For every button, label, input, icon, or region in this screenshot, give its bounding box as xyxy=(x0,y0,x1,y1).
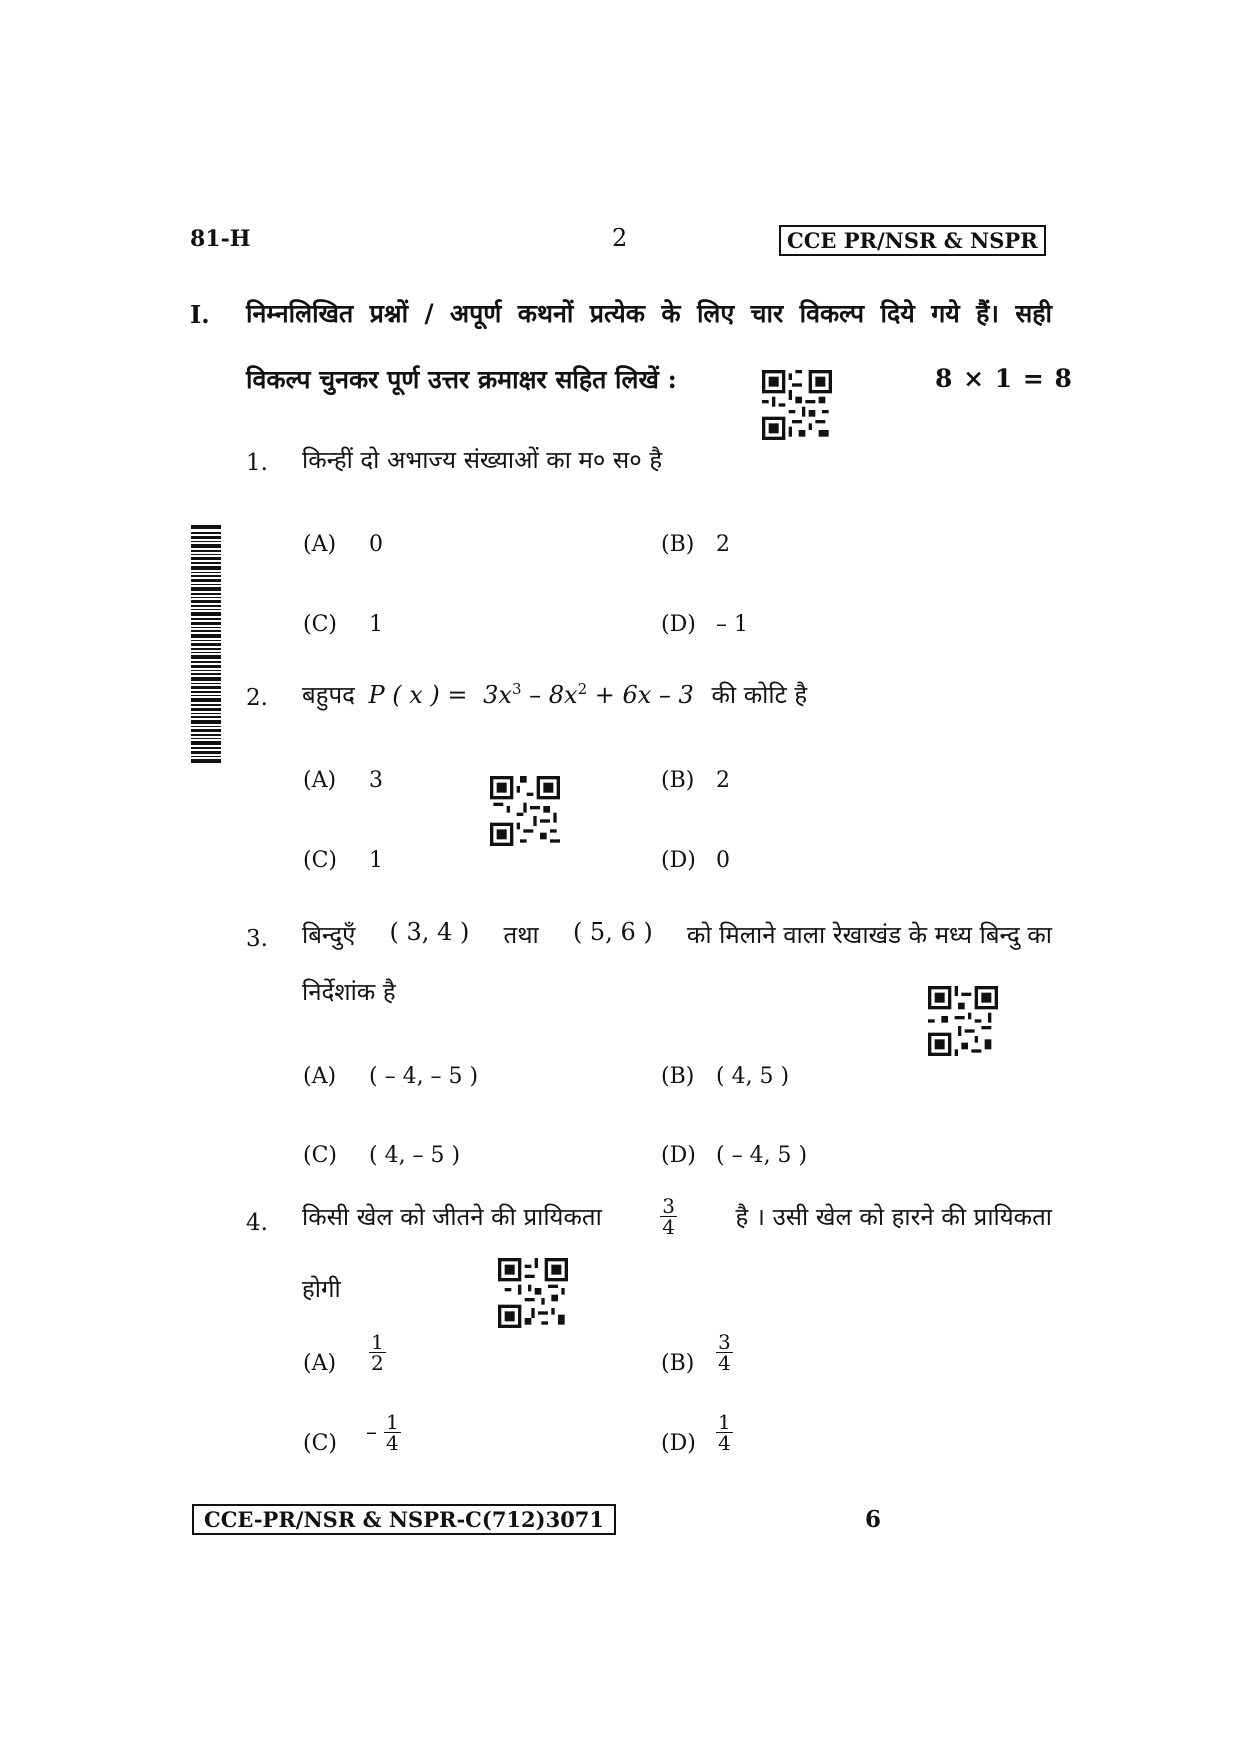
footer-page-number: 6 xyxy=(865,1506,882,1533)
q2-expression-term-b: – 8x xyxy=(521,681,578,709)
paper-code-left: 81-H xyxy=(190,226,251,252)
q4-option-a-fraction xyxy=(369,1332,386,1373)
q1-option-a-value: 0 xyxy=(369,532,383,557)
q4-text-part-b: है । उसी खेल को हारने की प्रायिकता xyxy=(735,1203,1052,1231)
q3-option-d-value: ( – 4, 5 ) xyxy=(716,1143,808,1168)
q3-option-c-label: (C) xyxy=(303,1143,337,1168)
q2-exponent-b: 2 xyxy=(577,680,588,698)
q1-option-a-label: (A) xyxy=(303,532,337,557)
q1-option-b-label: (B) xyxy=(661,532,695,557)
q2-option-a-label: (A) xyxy=(303,768,337,793)
question-3-text-line1 xyxy=(302,918,1052,951)
q4-option-c-value xyxy=(366,1412,401,1453)
footer-paper-code: CCE-PR/NSR & NSPR-C(712)3071 xyxy=(192,1504,616,1535)
q3-text-part-c: को मिलाने वाला रेखाखंड के मध्य बिन्दु का xyxy=(686,921,1052,949)
q2-exponent-a: 3 xyxy=(511,680,522,698)
qr-code-icon xyxy=(498,1258,568,1328)
q4-option-b-denominator: 4 xyxy=(718,1351,731,1375)
q4-option-b-value xyxy=(716,1332,733,1373)
q2-text-suffix: की कोटि है xyxy=(711,681,808,709)
section-number: I. xyxy=(190,300,210,329)
question-4-text-line2: होगी xyxy=(302,1275,341,1303)
page-number: 2 xyxy=(612,224,628,252)
q4-option-a-numerator: 1 xyxy=(371,1330,384,1354)
question-1-number: 1. xyxy=(246,450,268,476)
q4-text-part-a: किसी खेल को जीतने की प्रायिकता xyxy=(302,1203,602,1231)
question-3-text-line2: निर्देशांक है xyxy=(302,978,396,1006)
q3-text-part-b: तथा xyxy=(503,921,539,949)
q2-option-b-value: 2 xyxy=(716,768,730,793)
q4-option-c-fraction xyxy=(384,1412,401,1453)
q2-text-prefix: बहुपद xyxy=(302,681,355,709)
q4-option-d-fraction xyxy=(716,1412,733,1453)
q1-option-c-label: (C) xyxy=(303,612,337,637)
qr-code-icon xyxy=(490,776,560,846)
section-marks: 8 × 1 = 8 xyxy=(935,364,1073,393)
q2-option-c-label: (C) xyxy=(303,848,337,873)
section-instruction-line1: निम्नलिखित प्रश्नों / अपूर्ण कथनों प्रत्येक के लिए चार विकल्प दिये गये हैं। सही xyxy=(246,299,1052,328)
q4-probability-fraction xyxy=(660,1196,677,1237)
q4-option-c-denominator: 4 xyxy=(386,1431,399,1455)
q4-option-d-label: (D) xyxy=(661,1431,696,1456)
question-2-number: 2. xyxy=(246,685,268,711)
q4-option-c-numerator: 1 xyxy=(386,1410,399,1434)
section-instruction-line2: विकल्प चुनकर पूर्ण उत्तर क्रमाक्षर सहित लिखें : xyxy=(246,365,677,394)
q4-option-c-sign: – xyxy=(366,1420,377,1445)
q1-option-d-label: (D) xyxy=(661,612,696,637)
q3-point-2: ( 5, 6 ) xyxy=(572,918,653,946)
q1-option-c-value: 1 xyxy=(369,612,383,637)
q4-fraction-numerator: 3 xyxy=(662,1194,676,1218)
paper-code-right: CCE PR/NSR & NSPR xyxy=(779,225,1046,256)
qr-code-icon xyxy=(928,986,998,1056)
question-4-text-line1 xyxy=(302,1196,1052,1237)
q4-option-a-denominator: 2 xyxy=(371,1351,384,1375)
question-4-number: 4. xyxy=(246,1210,268,1236)
q1-option-d-value: – 1 xyxy=(716,612,748,637)
q2-option-d-value: 0 xyxy=(716,848,730,873)
q4-option-a-label: (A) xyxy=(303,1351,337,1376)
q4-option-b-label: (B) xyxy=(661,1351,695,1376)
q3-option-a-value: ( – 4, – 5 ) xyxy=(369,1064,479,1089)
qr-code-icon xyxy=(762,370,832,440)
q3-option-a-label: (A) xyxy=(303,1064,337,1089)
q2-expression-term-a: 3x xyxy=(483,681,512,709)
q1-option-b-value: 2 xyxy=(716,532,730,557)
q3-option-b-value: ( 4, 5 ) xyxy=(716,1064,790,1089)
q4-option-a-value xyxy=(369,1332,386,1373)
q4-option-d-denominator: 4 xyxy=(718,1431,731,1455)
q4-fraction-denominator: 4 xyxy=(662,1215,676,1239)
question-1-text: किन्हीं दो अभाज्य संख्याओं का म० स० है xyxy=(302,446,663,474)
q3-option-d-label: (D) xyxy=(661,1143,696,1168)
q4-option-c-label: (C) xyxy=(303,1431,337,1456)
q3-option-c-value: ( 4, – 5 ) xyxy=(369,1143,461,1168)
q4-option-d-value xyxy=(716,1412,733,1453)
question-2-text xyxy=(302,678,807,711)
q3-option-b-label: (B) xyxy=(661,1064,695,1089)
barcode-icon xyxy=(191,525,221,765)
q2-option-b-label: (B) xyxy=(661,768,695,793)
q4-option-b-fraction xyxy=(716,1332,733,1373)
q2-expression-term-c: + 6x – 3 xyxy=(587,681,694,709)
q4-option-d-numerator: 1 xyxy=(718,1410,731,1434)
q2-option-a-value: 3 xyxy=(369,768,383,793)
question-3-number: 3. xyxy=(246,926,268,952)
q2-option-d-label: (D) xyxy=(661,848,696,873)
q2-option-c-value: 1 xyxy=(369,848,383,873)
q4-option-b-numerator: 3 xyxy=(718,1330,731,1354)
q3-text-part-a: बिन्दुएँ xyxy=(302,921,356,949)
q2-expression-lhs: P ( x ) = xyxy=(368,681,468,709)
q3-point-1: ( 3, 4 ) xyxy=(389,918,470,946)
